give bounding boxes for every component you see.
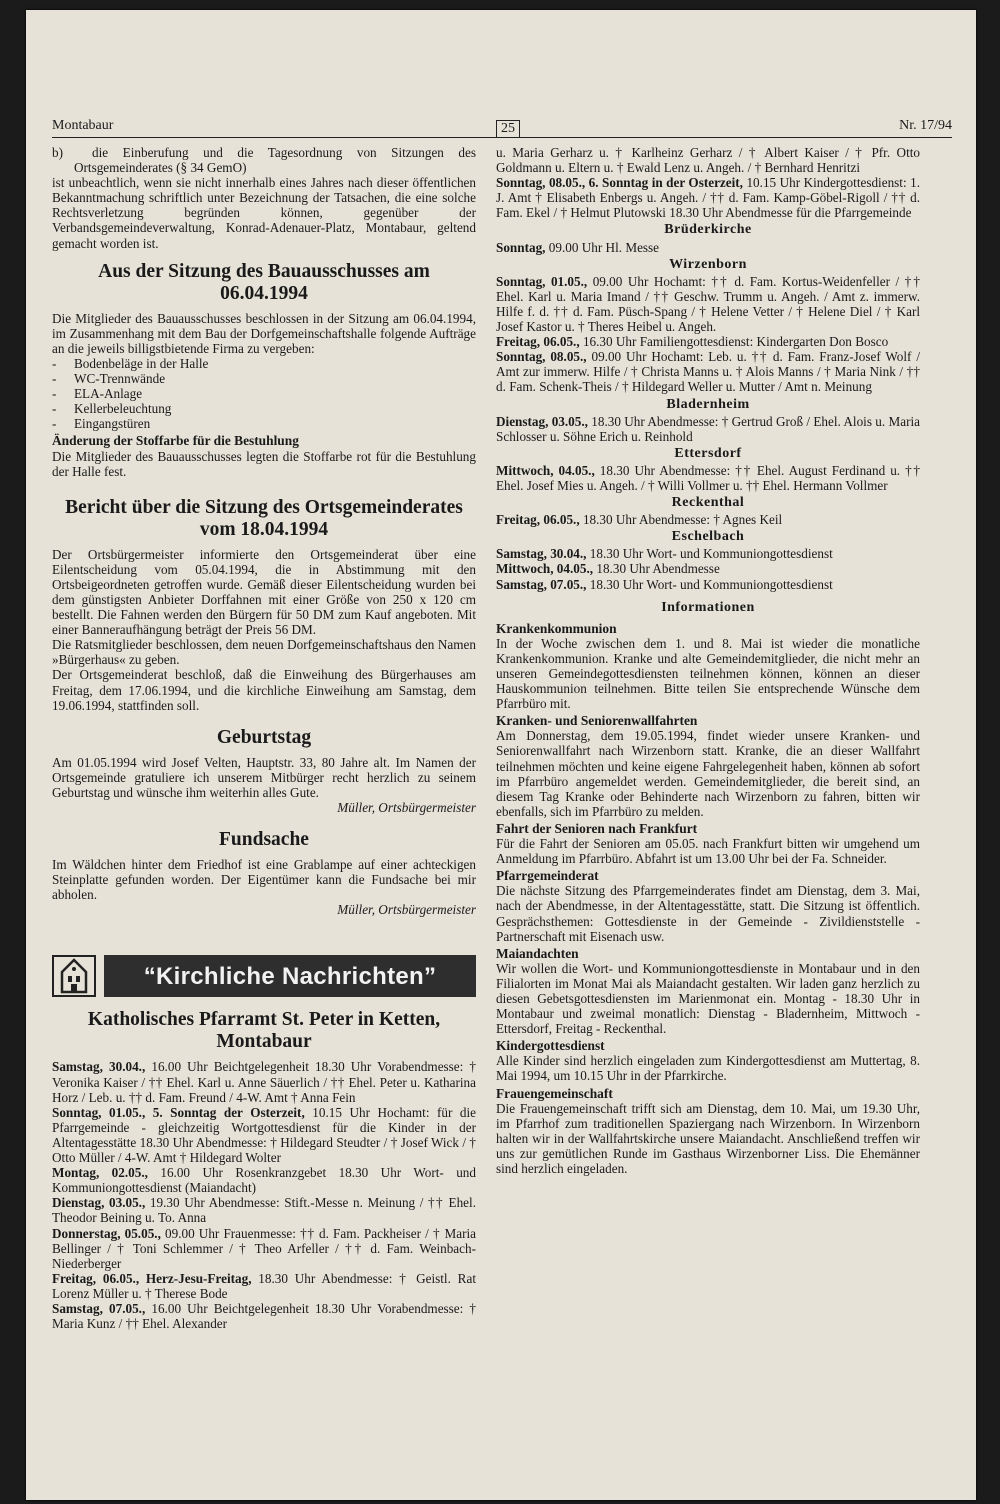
section-heading-bruederkirche: Brüderkirche [664, 222, 752, 238]
list-item: Freitag, 06.05., 18.30 Uhr Abendmesse: † Agnes Keil [496, 512, 783, 528]
stoffarbe-text: Die Mitglieder des Bauausschusses legten die Stoffarbe rot für die Bestuhlung der Halle fest. [52, 448, 476, 479]
header-town: Montabaur [52, 118, 114, 133]
info-text: Die nächste Sitzung des Pfarrgemeinderates findet am Dienstag, dem 3. Mai, nach der Abendmesse, in der Altentagesstätte, statt. Die Sitzung ist öffentlich. Gesprächsthemen: Gottesdienste in der Gemeinde - Zivildienststelle - Partnerschaft mit Eisenach usw. [496, 883, 920, 944]
informationen-heading: Informationen [661, 599, 755, 615]
section-heading-wirzenborn: Wirzenborn [669, 256, 747, 272]
list-item: Sonntag, 09.00 Uhr Hl. Messe [496, 239, 660, 255]
info-text: Die Frauengemeinschaft trifft sich am Dienstag, dem 10. Mai, um 19.30 Uhr, im Pfarrhof zum traditionellen Spaziergang nach Wirzenborn. In Wirzenborn halten wir in der Wallfahrtskirche unsere Maiandacht. Anschließend treffen wir uns zur gemütlichen Runde im Gasthaus Wirzenborner Liss. Die Ehemänner sind herzlich eingeladen. [496, 1100, 920, 1176]
list-item: Freitag, 06.05., 16.30 Uhr Familiengottesdienst: Kindergarten Don Bosco [496, 334, 889, 350]
kirchliche-nachrichten-banner [52, 955, 476, 997]
section-heading-bladernheim: Bladernheim [666, 396, 750, 412]
list-item: - Eingangstüren [52, 416, 476, 431]
list-item: Sonntag, 08.05., 6. Sonntag in der Osterzeit, 10.15 Uhr Kindergottesdienst: 1. J. Amt † Elisabeth Enbergs u. Angeh. / †† d. Fam. Kamp-Göbel-Rigoll / †† d. Fam. Ekel / † Helmut Plutowski 18.30 Uhr Abendmesse für die Pfarrgemeinde [496, 175, 920, 221]
issue-number: Nr. 17/94 [899, 118, 952, 133]
bericht-heading: Bericht über die Sitzung des Ortsgemeinderates vom 18.04.1994 [65, 496, 463, 540]
info-text: In der Woche zwischen dem 1. und 8. Mai ist wieder die monatliche Krankenkommunion. Kranke und alte Gemeindemitglieder, die nicht mehr an unseren Gemeindegottesdiensten teilnehmen können, können an dieser Hauskommunion teilnehmen. Bitte teilen Sie entsprechende Wünsche dem Pfarrbüro mit. [496, 635, 920, 712]
info-heading: Maiandachten [496, 945, 579, 961]
info-text: Für die Fahrt der Senioren am 05.05. nach Frankfurt bitten wir umgehend um Anmeldung im Pfarrbüro. Abfahrt ist um 13.00 Uhr bei der Fa. Schneider. [496, 836, 920, 867]
geburtstag-text: Am 01.05.1994 wird Josef Velten, Hauptstr. 33, 80 Jahre alt. Im Namen der Ortsgemeinde gratuliere ich unserem Mitbürger recht herzlich zu seinem Geburtstag und wünsche ihm weiterhin alles Gute. [52, 754, 476, 800]
info-heading: Krankenkommunion [496, 620, 617, 636]
bericht-paragraph: Der Ortsgemeinderat beschloß, daß die Einweihung des Bürgerhauses am Freitag, dem 17.06.1994, und die kirchliche Einweihung am Samstag, dem 19.06.1994, stattfinden soll. [52, 667, 476, 713]
list-item: - Kellerbeleuchtung [52, 401, 476, 416]
info-text: Wir wollen die Wort- und Kommuniongottesdienste in Montabaur und in den Filialorten im Monat Mai als Maiandacht gestalten. Wir laden ganz herzlich zu diesen Gebetsgottesdiensten im Marienmonat ein. Montag - 18.30 Uhr in Montabaur und zweimal monatlich: Dienstag - Bladernheim, Mittwoch - Ettersdorf, Freitag - Reckenthal. [496, 960, 920, 1037]
bauausschuss-text: Die Mitglieder des Bauausschusses beschlossen in der Sitzung am 06.04.1994, im Zusammenhang mit dem Bau der Dorfgemeinschaftshalle folgende Aufträge an die jeweils billigstbietende Firma zu vergeben: [52, 310, 476, 356]
section-heading-eschelbach: Eschelbach [671, 529, 745, 545]
pfarramt-heading: Katholisches Pfarramt St. Peter in Ketten, Montabaur [87, 1009, 441, 1053]
bauausschuss-heading: Aus der Sitzung des Bauausschusses am 06.04.1994 [98, 260, 430, 304]
continued-text: u. Maria Gerharz u. † Karlheinz Gerharz / † Albert Kaiser / † Pfr. Otto Goldmann u. Eltern u. † Ewald Lenz u. Angeh. / † Bernhard Henritzi [496, 145, 920, 176]
list-item: Sonntag, 01.05., 5. Sonntag der Osterzeit, 10.15 Uhr Hochamt: für die Pfarrgemeinde - gleichzeitig Wortgottesdienst für die Kinder in der Altentagesstätte 18.30 Uhr Abendmesse: † Hildegard Steudter / † Josef Wick / † Otto Müller / 4-W. Amt † Hildegard Wolter [52, 1104, 477, 1166]
info-heading: Kranken- und Seniorenwallfahrten [496, 713, 698, 729]
item-b: b) die Einberufung und die Tagesordnung von Sitzungen des Ortsgemeinderates (§ 34 GemO) [52, 145, 476, 176]
list-item: Dienstag, 03.05., 18.30 Uhr Abendmesse: † Gertrud Groß / Ehel. Alois u. Maria Schlosser u. Söhne Erich u. Reinhold [496, 413, 920, 444]
list-item: Samstag, 30.04., 16.00 Uhr Beichtgelegenheit 18.30 Uhr Vorabendmesse: † Veronika Kaiser / †† Ehel. Karl u. Anne Säuerlich / †† Ehel. Peter u. Katharina Horz / Leb. u. †† d. Fam. Freund / 4-W. Amt † Anna Fein [52, 1059, 477, 1105]
list-item: - WC-Trennwände [52, 371, 476, 386]
fundsache-text: Im Wäldchen hinter dem Friedhof ist eine Grablampe auf einer achteckigen Steinplatte gefunden worden. Der Eigentümer kann die Fundsache bei mir abholen. [52, 857, 476, 903]
info-heading: Kindergottesdienst [496, 1038, 605, 1054]
stoffarbe-heading: Änderung der Stoffarbe für die Bestuhlung [52, 433, 299, 449]
info-heading: Fahrt der Senioren nach Frankfurt [496, 820, 698, 836]
info-heading: Pfarrgemeinderat [496, 868, 599, 884]
list-item: Freitag, 06.05., Herz-Jesu-Freitag, 18.30 Uhr Abendmesse: † Geistl. Rat Lorenz Müller u. † Therese Bode [52, 1270, 476, 1301]
list-item: Samstag, 30.04., 18.30 Uhr Wort- und Kommuniongottesdienst [496, 546, 833, 562]
right-column [496, 145, 920, 1176]
bericht-paragraph: Der Ortsbürgermeister informierte den Ortsgemeinderat über eine Eilentscheidung vom 05.04.1994, die in Abstimmung mit den Ortsbeigeordneten getroffen wurde. Gemäß dieser Eilentscheidung wurden bei dem günstigsten Anbieter Dorffahnen mit einer Größe von 250 x 120 cm bestellt. Die Fahnen werden den Bürgern für 50 DM zum Kauf angeboten. Mit einer Banneraufhängung beträgt der Preis 56 DM. [52, 546, 476, 638]
page-header [52, 107, 952, 138]
list-item: Sonntag, 01.05., 09.00 Uhr Hochamt: †† d. Fam. Kortus-Weidenfeller / †† Ehel. Karl u. Maria Imand / †† Geschw. Trumm u. Angeh. / Amt z. immerw. Hilfe f. d. †† d. Fam. Püsch-Spang / † Helene Vetter / † Helene Diel / † Karl Josef Kastor u. † Theres Heibel u. Angeh. [496, 273, 920, 335]
list-item: Samstag, 07.05., 16.00 Uhr Beichtgelegenheit 18.30 Uhr Vorabendmesse: † Maria Kunz / †† Ehel. Alexander [52, 1300, 477, 1332]
list-item: Mittwoch, 04.05., 18.30 Uhr Abendmesse [496, 561, 720, 577]
info-text: Alle Kinder sind herzlich eingeladen zum Kindergottesdienst am Muttertag, 8. Mai 1994, um 10.15 Uhr in der Pfarrkirche. [496, 1053, 920, 1084]
list-item: Samstag, 07.05., 18.30 Uhr Wort- und Kommuniongottesdienst [496, 576, 833, 592]
fundsache-heading: Fundsache [219, 829, 309, 851]
section-heading-reckenthal: Reckenthal [671, 495, 745, 511]
info-text: Am Donnerstag, dem 19.05.1994, findet wieder unsere Kranken- und Seniorenwallfahrt nach Wirzenborn statt. Kranke, die an dieser Wallfahrt teilnehmen möchten und keine eigene Fahrgelegenheit haben, können ab sofort im Pfarrbüro angemeldet werden. Gemeindemitglieder, die bereit sind, an diesem Tag Kranke oder Behinderte nach Wirzenborn zu fahren, bitten wir ebenfalls, sich im Pfarrbüro zu melden. [496, 728, 920, 819]
list-item: Donnerstag, 05.05., 09.00 Uhr Frauenmesse: †† d. Fam. Packheiser / † Maria Bellinger / † Toni Schlemmer / † Theo Arfeller / †† d. Fam. Weinbach-Niederberger [52, 1225, 476, 1271]
signature: Müller, Ortsbürgermeister [337, 800, 476, 815]
bericht-paragraph: Die Ratsmitglieder beschlossen, dem neuen Dorfgemeinschaftshaus den Namen »Bürgerhaus« zu geben. [52, 637, 476, 668]
geburtstag-heading: Geburtstag [216, 726, 312, 748]
list-item: - ELA-Anlage [52, 386, 476, 401]
church-icon [52, 955, 96, 997]
section-heading-ettersdorf: Ettersdorf [674, 445, 742, 461]
info-heading: Frauengemeinschaft [496, 1085, 613, 1101]
newspaper-page [26, 10, 976, 1500]
auftraege-list [52, 356, 476, 431]
left-column [52, 145, 476, 1331]
list-item: Montag, 02.05., 16.00 Uhr Rosenkranzgebet 18.30 Uhr Wort- und Kommuniongottesdienst (Maiandacht) [52, 1165, 476, 1196]
list-item: Sonntag, 08.05., 09.00 Uhr Hochamt: Leb. u. †† d. Fam. Franz-Josef Wolf / Amt zur immerw. Hilfe / † Christa Manns u. † Alois Manns / † Maria Nink / †† d. Fam. Schenk-Theis / † Hildegard Weller u. Mutter / Amt n. Meinung [496, 349, 920, 395]
list-item: Dienstag, 03.05., 19.30 Uhr Abendmesse: Stift.-Messe n. Meinung / †† Ehel. Theodor Beining u. To. Anna [52, 1195, 476, 1226]
signature: Müller, Ortsbürgermeister [337, 902, 476, 918]
page-number: 25 [496, 120, 520, 138]
list-item: Mittwoch, 04.05., 18.30 Uhr Abendmesse: †† Ehel. August Ferdinand u. †† Ehel. Josef Mies u. Angeh. / † Willi Vollmer u. †† Ehel. Hermann Vollmer [496, 462, 920, 493]
intro-text: ist unbeachtlich, wenn sie nicht innerhalb eines Jahres nach dieser öffentlichen Bekanntmachung schriftlich unter Bezeichnung der Tatsachen, die eine solche Rechtsverletzung begründen können, gegenüber der Verbandsgemeindeverwaltung, Konrad-Adenauer-Platz, Montabaur, geltend gemacht worden ist. [52, 175, 476, 251]
gottesdienst-list [52, 1059, 476, 1331]
list-item: - Bodenbeläge in der Halle [52, 356, 476, 371]
banner-title: “Kirchliche Nachrichten” [104, 955, 476, 997]
